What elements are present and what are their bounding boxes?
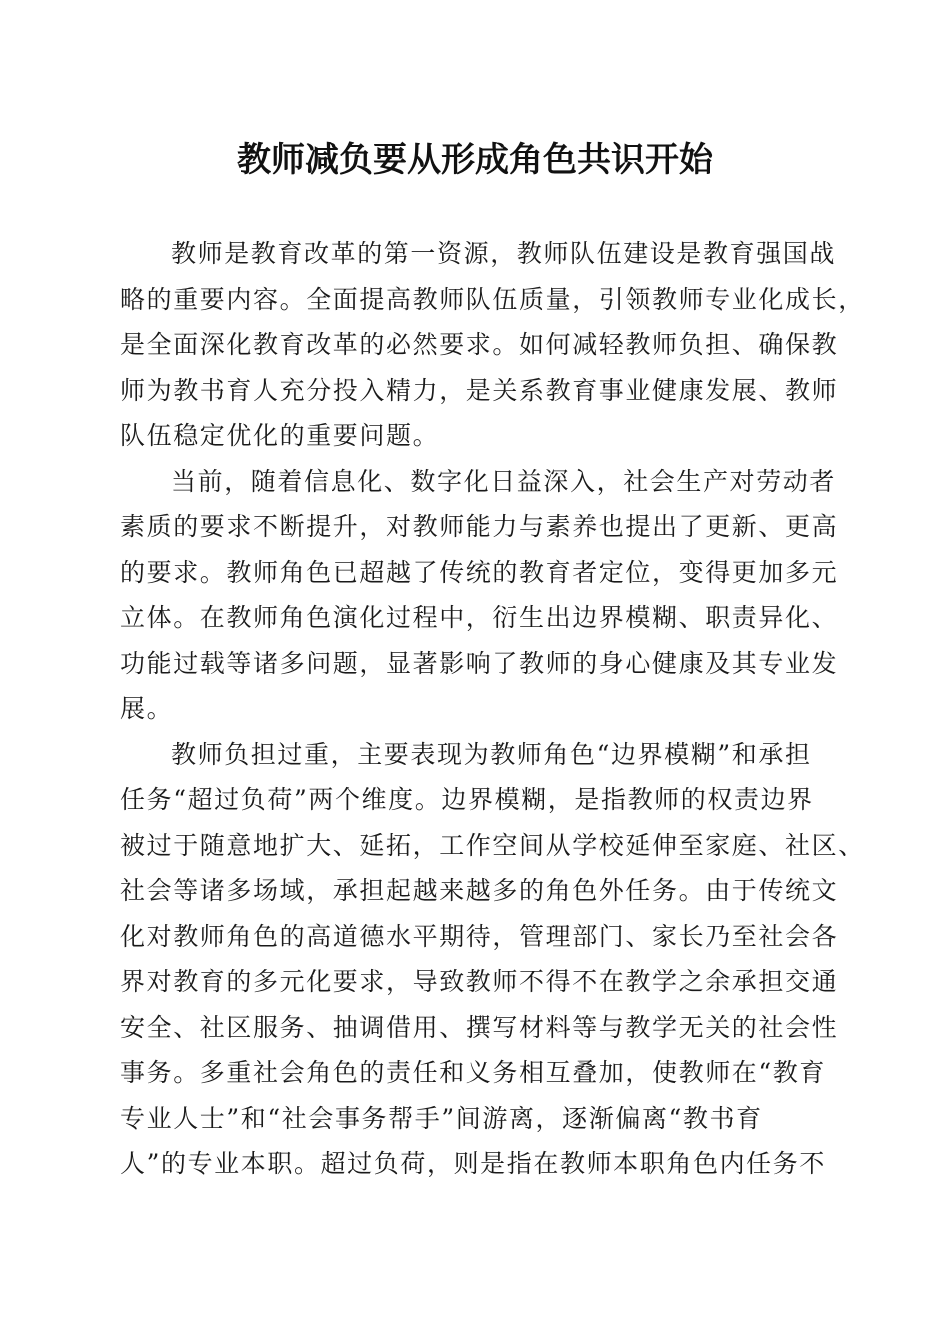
text-line: 安全、社区服务、抽调借用、撰写材料等与教学无关的社会性 — [120, 1012, 839, 1042]
text-line: 教师是教育改革的第一资源，教师队伍建设是教育强国战 — [171, 239, 837, 268]
text-line: 立体。在教师角色演化过程中，衍生出边界模糊、职责异化、 — [120, 603, 839, 632]
paragraph — [120, 459, 840, 732]
document-body — [120, 231, 865, 1187]
text-line: 社会等诸多场域，承担起越来越多的角色外任务。由于传统文 — [120, 876, 839, 905]
text-line: 事务。多重社会角色的责任和义务相互叠加，使教师在“教育 — [120, 1058, 826, 1087]
text-line: 人”的专业本职。超过负荷，则是指在教师本职角色内任务不 — [120, 1149, 826, 1178]
paragraph — [120, 231, 865, 459]
text-line: 队伍稳定优化的重要问题。 — [120, 421, 440, 450]
text-line: 是全面深化教育改革的必然要求。如何减轻教师负担、确保教 — [120, 330, 839, 359]
text-line: 教师负担过重，主要表现为教师角色“边界模糊”和承担 — [171, 739, 812, 769]
text-line: 专业人士”和“社会事务帮手”间游离，逐渐偏离“教书育 — [120, 1103, 763, 1133]
text-line: 化对教师角色的高道德水平期待，管理部门、家长乃至社会各 — [120, 921, 839, 951]
text-line: 展。 — [120, 694, 174, 723]
document-title: 教师减负要从形成角色共识开始 — [237, 140, 713, 180]
text-line: 界对教育的多元化要求，导致教师不得不在教学之余承担交通 — [120, 967, 839, 996]
text-line: 功能过载等诸多问题，显著影响了教师的身心健康及其专业发 — [120, 648, 839, 678]
text-line: 略的重要内容。全面提高教师队伍质量，引领教师专业化成长， — [120, 284, 865, 314]
text-line: 任务“超过负荷”两个维度。边界模糊，是指教师的权责边界 — [120, 785, 814, 814]
text-line: 的要求。教师角色已超越了传统的教育者定位，变得更加多元 — [120, 557, 839, 587]
text-line: 素质的要求不断提升，对教师能力与素养也提出了更新、更高 — [120, 512, 839, 541]
text-line: 师为教书育人充分投入精力，是关系教育事业健康发展、教师 — [120, 375, 839, 405]
paragraph — [120, 732, 865, 1187]
text-line: 被过于随意地扩大、延拓，工作空间从学校延伸至家庭、社区、 — [120, 830, 865, 860]
text-line: 当前，随着信息化、数字化日益深入，社会生产对劳动者 — [171, 466, 837, 496]
